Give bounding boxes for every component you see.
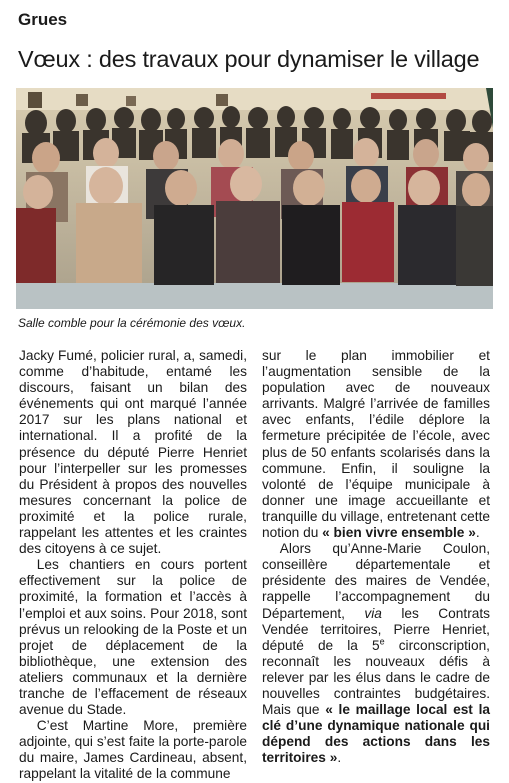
article-headline: Vœux : des travaux pour dynamiser le village: [18, 46, 480, 72]
right-p1-text: sur le plan immobilier et l’augmentation sensible de la population avec de nouveaux arrivants. Malgré l’arrivée de familles avec enfants, l’édile déplore la fermeture précipitée de l’école, avec plus de 50 enfants scolarisés dans la commune. Enfin, il souligne la volonté de l’équipe municipale à donner une image accueillante et tranquille du village, entretenant cette notion du: [262, 348, 490, 541]
article-photo: [16, 88, 493, 309]
right-p1-end: .: [475, 525, 480, 541]
right-p2-via: via: [364, 605, 382, 621]
article-column-right: [262, 348, 490, 766]
right-p2-text-c: circonscription, reconnaît les nouveaux défis à relever par les élus dans le cadre de nouvelles contraintes budgétaires. Mais que: [262, 637, 490, 718]
right-p2-number: 5: [371, 637, 380, 653]
left-paragraph-3: C’est Martine More, première adjointe, qui s’est faite la porte-parole du maire, James Cardineau, absent, rappelant la vitalité de la commune: [19, 718, 247, 782]
article-kicker: Grues: [18, 10, 68, 29]
left-paragraph-2: Les chantiers en cours portent effectivement sur la police de proximité, la formation et l’accès à l’emploi et aux soins. Pour 2018, sont prévus un relooking de la Poste et un projet de déplacement de la bibliothèque, une extension des ateliers communaux et la dernière tranche de l’effacement de réseaux avenue du Stade.: [19, 557, 247, 718]
left-paragraph-1: Jacky Fumé, policier rural, a, samedi, comme d’habitude, entamé les discours, faisant un bilan des événements qui ont marqué l’année 2017 sur les plans national et international. Il a profité de la présence du député Pierre Henriet pour l’interpeller sur les promesses du Président à propos des nouvelles mesures concernant la police de proximité et la police rurale, rappelant les attentes et les craintes des citoyens à ce sujet.: [19, 348, 247, 557]
right-p2-text-b: les Contrats Vendée territoires, Pierre Henriet, député de la: [262, 605, 491, 653]
right-p2-quote: « le maillage local est la clé d’une dynamique nationale qui dépend des actions dans les territoires »: [262, 702, 490, 766]
right-p1-quote: « bien vivre ensemble »: [322, 525, 476, 541]
right-paragraph-2: [262, 541, 490, 766]
right-p2-end: .: [337, 750, 342, 766]
article-column-left: [19, 348, 247, 783]
right-p2-superscript: e: [379, 636, 385, 647]
right-p2-text-a: Alors qu’Anne-Marie Coulon, conseillère départementale et présidente des maires de Vendée, rappelle l’accompagnement du Département,: [262, 541, 490, 621]
right-paragraph-1: [262, 348, 490, 541]
photo-caption: Salle comble pour la cérémonie des vœux.: [18, 316, 246, 330]
audience-photo-illustration: [16, 88, 493, 309]
